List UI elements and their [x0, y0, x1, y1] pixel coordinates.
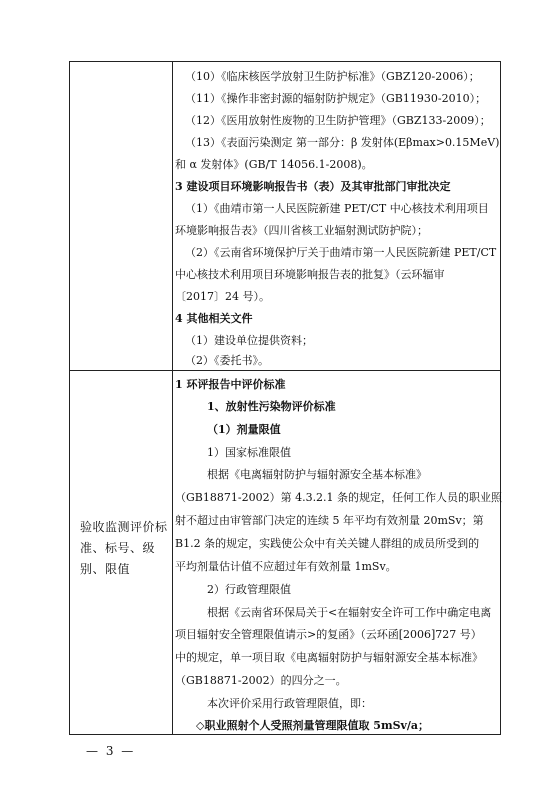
text-line: 1）国家标准限值: [207, 446, 291, 459]
subsection-heading: 1、放射性污染物评价标准: [207, 400, 336, 413]
text-line: （13）《表面污染测定 第一部分：β 发射体(Eβmax>0.15MeV): [185, 136, 500, 149]
text-line: 〔2017〕24 号）。: [175, 290, 270, 303]
text-line: （11）《操作非密封源的辐射防护规定》（GB11930-2010）；: [185, 92, 487, 105]
text-line: （GB18871-2002）第 4.3.2.1 条的规定，任何工作人员的职业照: [175, 491, 503, 504]
page-number: — 3 —: [86, 744, 136, 758]
text-line: 本次评价采用行政管理限值，即：: [207, 697, 372, 710]
row-label-standards: 验收监测评价标准、标号、级别、限值: [80, 520, 168, 576]
section-heading: 4 其他相关文件: [175, 312, 253, 325]
text-line: 射不超过由审管部门决定的连续 5 年平均有效剂量 20mSv；第: [175, 514, 484, 527]
text-line: （GB18871-2002）的四分之一。: [175, 674, 347, 687]
subsection-heading: （1）剂量限值: [207, 423, 281, 436]
text-line: 平均剂量估计值不应超过年有效剂量 1mSv。: [175, 560, 397, 573]
text-line: 和 α 发射体》(GB/T 14056.1-2008)。: [175, 158, 373, 171]
text-line: （2）《委托书》。: [185, 354, 269, 367]
text-line: 项目辐射安全管理限值请示>的复函》（云环函[2006]727 号）: [175, 628, 482, 641]
text-line: 中心核技术利用项目环境影响报告表的批复》（云环辐审: [175, 268, 445, 281]
text-line: （1）《曲靖市第一人民医院新建 PET/CT 中心核技术利用项目: [185, 202, 489, 215]
section-heading: 3 建设项目环境影响报告书（表）及其审批部门审批决定: [175, 180, 451, 193]
text-line: （2）《云南省环境保护厅关于曲靖市第一人民医院新建 PET/CT: [185, 246, 497, 259]
text-line: （1）建设单位提供资料；: [185, 334, 313, 347]
section-heading: 1 环评报告中评价标准: [175, 378, 286, 391]
text-line: 2）行政管理限值: [207, 583, 291, 596]
text-line: （12）《医用放射性废物的卫生防护管理》（GBZ133-2009）；: [185, 114, 491, 127]
column-divider: [172, 62, 173, 734]
text-line: 环境影响报告表》（四川省核工业辐射测试防护院）；: [175, 224, 428, 237]
text-line: （10）《临床核医学放射卫生防护标准》（GBZ120-2006）；: [185, 70, 480, 83]
text-line: 根据《电离辐射防护与辐射源安全基本标准》: [207, 468, 427, 481]
text-line: B1.2 条的规定，实践使公众中有关关键人群组的成员所受到的: [175, 537, 480, 550]
text-line: ◇职业照射个人受照剂量管理限值取 5mSv/a；: [196, 719, 430, 732]
text-line: 中的规定，单一项目取《电离辐射防护与辐射源安全基本标准》: [175, 651, 483, 664]
text-line: 根据《云南省环保局关于<在辐射安全许可工作中确定电离: [207, 606, 492, 619]
row-divider: [70, 370, 500, 371]
